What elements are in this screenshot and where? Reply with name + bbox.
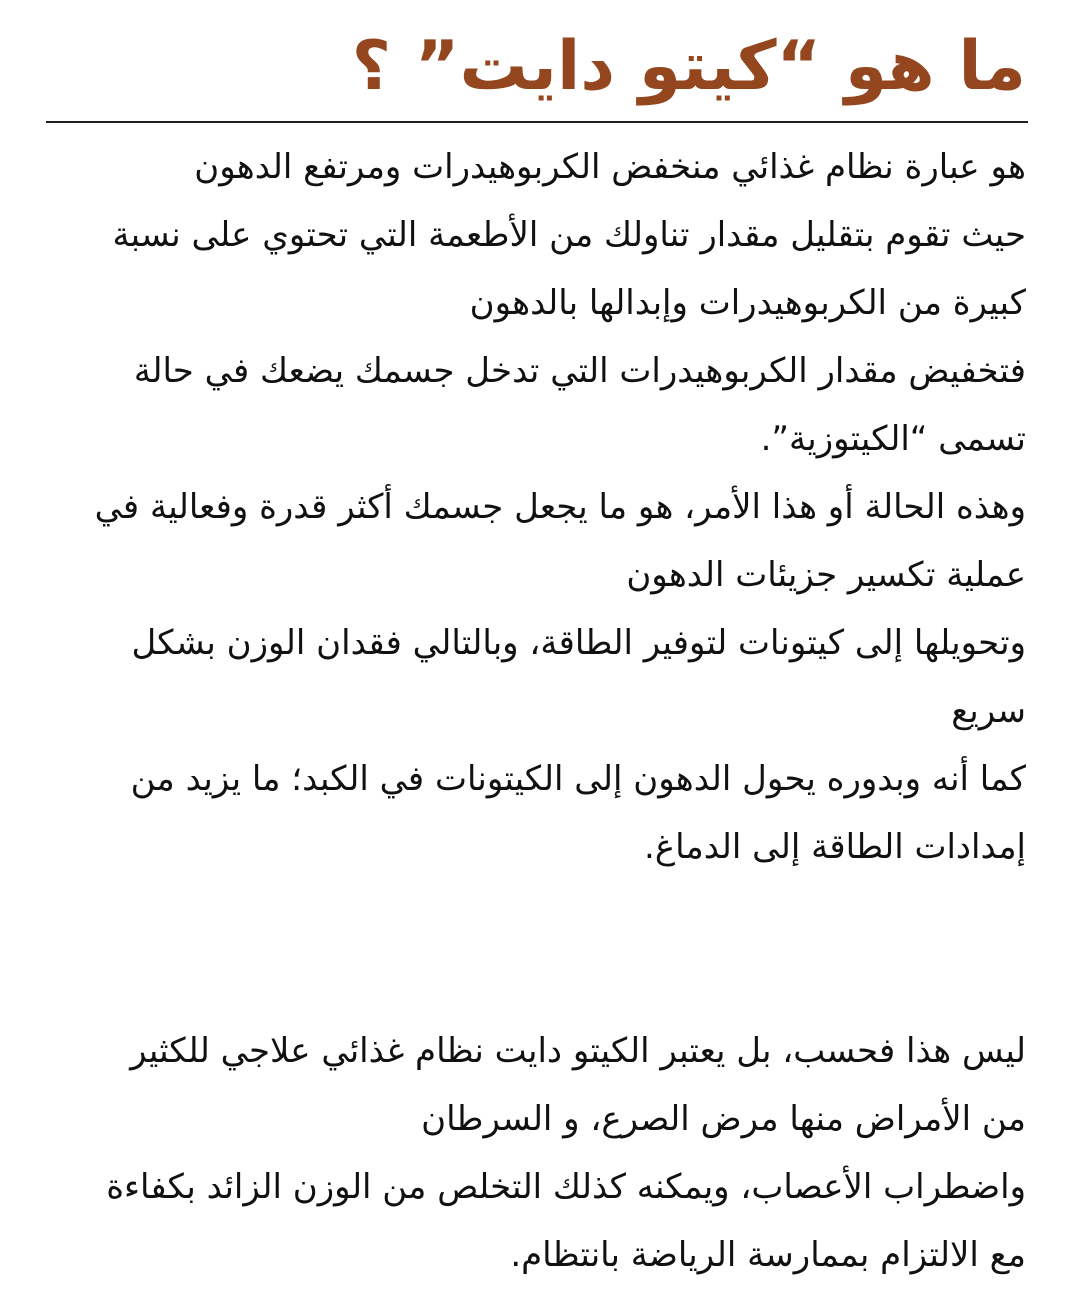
body-line: هو عبارة نظام غذائي منخفض الكربوهيدرات ومرتفع الدهون: [194, 147, 1026, 187]
body-line: واضطراب الأعصاب، ويمكنه كذلك التخلص من الوزن الزائد بكفاءة: [106, 1167, 1026, 1207]
body-line: من الأمراض منها مرض الصرع، و السرطان: [421, 1099, 1026, 1139]
body-line: سريع: [951, 691, 1026, 731]
title-divider: [46, 121, 1028, 123]
body-line: تسمى “الكيتوزية”.: [760, 419, 1026, 459]
article-body: [36, 133, 1026, 1289]
body-line: وتحويلها إلى كيتونات لتوفير الطاقة، وبالتالي فقدان الوزن بشكل: [131, 623, 1026, 663]
paragraph-gap: [36, 881, 1026, 1017]
body-line: وهذه الحالة أو هذا الأمر، هو ما يجعل جسمك أكثر قدرة وفعالية في: [94, 487, 1026, 527]
body-line: كبيرة من الكربوهيدرات وإبدالها بالدهون: [469, 283, 1026, 323]
body-line: مع الالتزام بممارسة الرياضة بانتظام.: [510, 1235, 1026, 1275]
body-line: كما أنه وبدوره يحول الدهون إلى الكيتونات في الكبد؛ ما يزيد من: [130, 759, 1026, 799]
body-line: إمدادات الطاقة إلى الدماغ.: [644, 827, 1026, 867]
article-title: ما هو “كيتو دايت” ؟: [351, 27, 1026, 106]
body-line: فتخفيض مقدار الكربوهيدرات التي تدخل جسمك يضعك في حالة: [133, 351, 1026, 391]
body-line: ليس هذا فحسب، بل يعتبر الكيتو دايت نظام غذائي علاجي للكثير: [130, 1031, 1026, 1071]
body-line: عملية تكسير جزيئات الدهون: [626, 555, 1026, 595]
body-line: حيث تقوم بتقليل مقدار تناولك من الأطعمة التي تحتوي على نسبة: [112, 215, 1026, 255]
